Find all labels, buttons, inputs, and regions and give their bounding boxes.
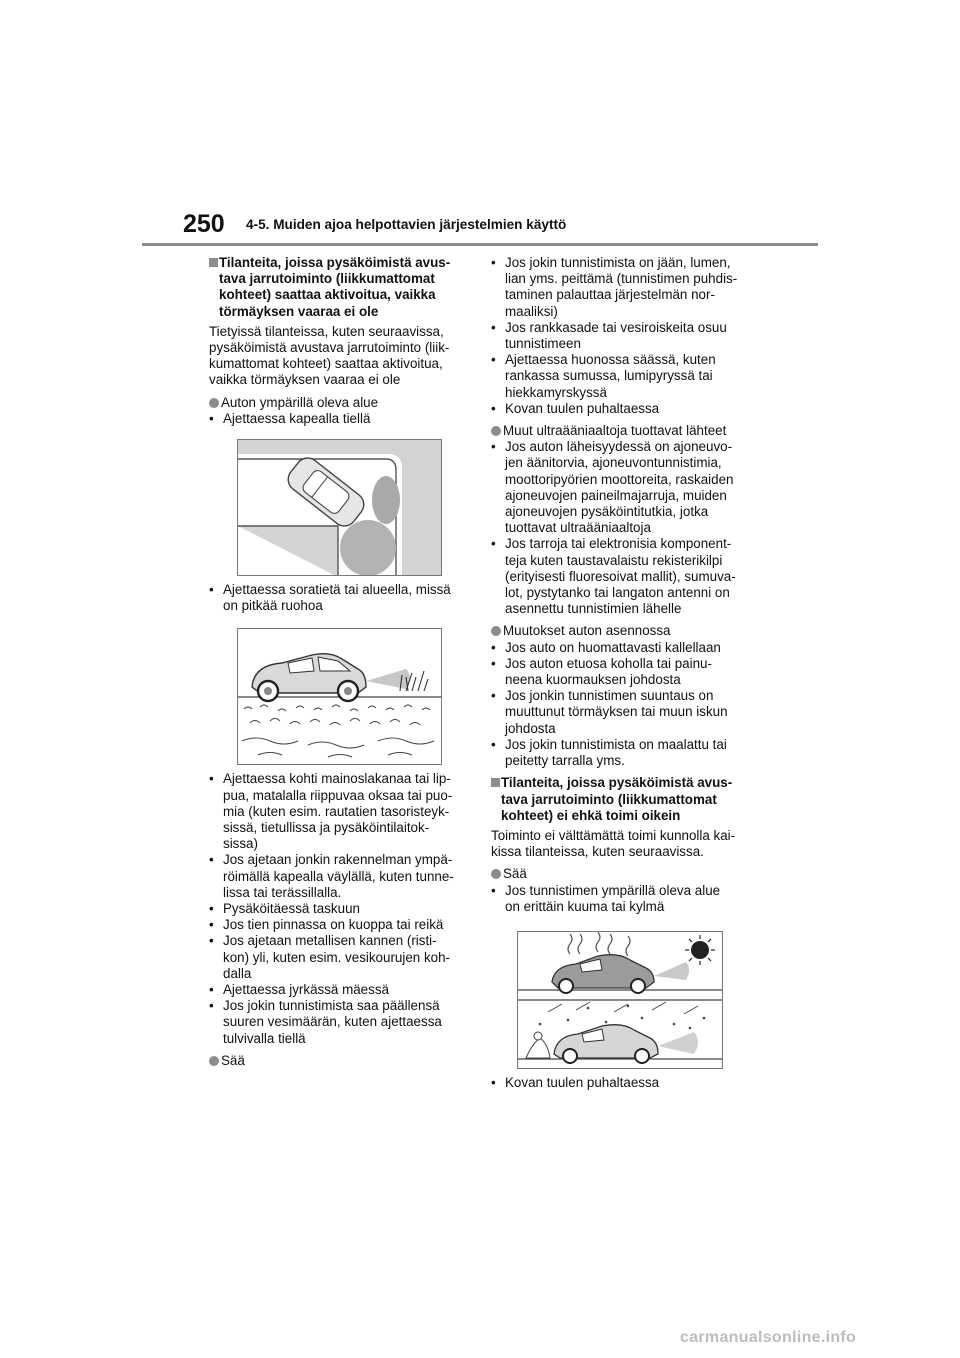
- list-item: [491, 255, 759, 320]
- list-item-text: Jos auton läheisyydessä on ajoneuvo- jen äänitorvia, ajoneuvontunnistimia, moottoripyörien moottoreita, raskaiden ajoneuvojen paineilmajarruja, muiden ajoneuvojen pysäköintitutkia, jotka tuottavat ultraääniaaltoja: [505, 439, 734, 536]
- list-item-text: Ajettaessa kapealla tiellä: [223, 410, 371, 426]
- heading-text: Tilanteita, joissa pysäköimistä avus- tava jarrutoiminto (liikkumattomat kohteet) saattaa aktivoitua, vaikka törmäyksen vaaraa ei ole: [219, 255, 451, 319]
- subsection-text: Muut ultraääniaaltoja tuottavat lähteet: [503, 423, 727, 439]
- bullet-glyph: •: [209, 933, 214, 949]
- bullet-glyph: •: [491, 639, 496, 655]
- list-item: [209, 411, 471, 427]
- circle-bullet-icon: [209, 398, 219, 408]
- list-item: [209, 582, 471, 614]
- list-item: [209, 982, 471, 998]
- list-item: [491, 439, 759, 536]
- list-item: [491, 656, 759, 688]
- intro-paragraph: Tietyissä tilanteissa, kuten seuraavissa, pysäköimistä avustava jarrutoiminto (liik- kumattomat kohteet) saattaa aktivoitua, vaikka törmäyksen vaaraa ei ole: [209, 323, 450, 388]
- bullet-glyph: •: [491, 536, 496, 552]
- subsection-text: Sää: [221, 1052, 245, 1068]
- list-item: [209, 933, 471, 982]
- list-item: [491, 640, 759, 656]
- section-title: 4-5. Muiden ajoa helpottavien järjestelmien käyttö: [246, 217, 567, 232]
- header-rule: [142, 243, 818, 246]
- narrow-road-illustration: [237, 439, 442, 576]
- bullet-glyph: •: [209, 917, 214, 933]
- list-item-text: Jos ajetaan jonkin rakennelman ympä- röimällä kapealla väylällä, kuten tunne- lissa tai terässillalla.: [223, 852, 454, 900]
- square-bullet-icon: [209, 258, 218, 267]
- heading-text: Tilanteita, joissa pysäköimistä avus- tava jarrutoiminto (liikkumattomat kohteet) ei ehkä toimi oikein: [501, 775, 733, 823]
- subsection-text: Muutokset auton asennossa: [503, 623, 671, 639]
- gravel-grass-illustration: [237, 628, 442, 765]
- list-item: [209, 901, 471, 917]
- bullet-glyph: •: [209, 582, 214, 598]
- list-item: [491, 883, 759, 915]
- list-item-text: Ajettaessa huonossa säässä, kuten rankassa sumussa, lumipyryssä tai hiekkamyrskyssä: [505, 352, 716, 400]
- list-item-text: Jos auto on huomattavasti kallellaan: [505, 639, 721, 655]
- bullet-glyph: •: [491, 1074, 496, 1090]
- bullet-glyph: •: [491, 688, 496, 704]
- list-item-text: Jos tunnistimen ympärillä oleva alue on erittäin kuuma tai kylmä: [505, 882, 721, 914]
- bullet-list: [491, 1075, 759, 1091]
- list-item-text: Ajettaessa kohti mainoslakanaa tai lip- pua, matalalla riippuvaa oksaa tai puo- mia (kuten esim. rautatien tasoristeyk- sissä, tietullissa ja pysäköintilaitok- sissa): [223, 771, 453, 852]
- bullet-glyph: •: [491, 655, 496, 671]
- circle-bullet-icon: [491, 869, 501, 879]
- subsection-heading: [209, 1053, 471, 1069]
- list-item-text: Kovan tuulen puhaltaessa: [505, 1074, 660, 1090]
- subsection-text: Sää: [503, 866, 527, 882]
- list-item-text: Jos ajetaan metallisen kannen (risti- kon) yli, kuten esim. vesikourujen koh- dalla: [223, 933, 450, 981]
- list-item: [491, 737, 759, 769]
- list-item-text: Pysäköitäessä taskuun: [223, 901, 360, 917]
- bullet-glyph: •: [209, 410, 214, 426]
- bullet-glyph: •: [491, 400, 496, 416]
- gravel-grass-drawing: [238, 629, 442, 765]
- narrow-road-drawing: [238, 440, 442, 576]
- bullet-glyph: •: [209, 998, 214, 1014]
- weather-drawing: [518, 932, 723, 1069]
- bullet-glyph: •: [491, 352, 496, 368]
- bullet-glyph: •: [209, 852, 214, 868]
- list-item: [209, 917, 471, 933]
- list-item-text: Jos jokin tunnistimista on jään, lumen, lian yms. peittämä (tunnistimen puhdis- taminen palauttaa järjestelmän nor- maaliksi): [505, 255, 738, 319]
- section-heading: [491, 775, 759, 824]
- intro-paragraph: Toiminto ei välttämättä toimi kunnolla kai- kissa tilanteissa, kuten seuraavissa.: [491, 827, 736, 860]
- bullet-glyph: •: [491, 736, 496, 752]
- bullet-list: [491, 640, 759, 770]
- page-number: 250: [183, 210, 225, 238]
- list-item-text: Kovan tuulen puhaltaessa: [505, 400, 660, 416]
- bullet-glyph: •: [491, 319, 496, 335]
- bullet-glyph: •: [491, 439, 496, 455]
- bullet-glyph: •: [491, 255, 496, 270]
- list-item-text: Jos jokin tunnistimista on maalattu tai peitetty tarralla yms.: [505, 736, 727, 769]
- bullet-list: [491, 255, 759, 417]
- list-item: [491, 320, 759, 352]
- subsection-heading: [491, 623, 759, 639]
- bullet-list: [209, 771, 471, 1046]
- bullet-list: [491, 439, 759, 617]
- circle-bullet-icon: [491, 626, 501, 636]
- subsection-text: Auton ympärillä oleva alue: [221, 394, 379, 410]
- square-bullet-icon: [491, 778, 500, 787]
- list-item: [491, 352, 759, 401]
- list-item: [491, 688, 759, 737]
- weather-temperature-illustration: [517, 931, 723, 1069]
- bullet-glyph: •: [491, 882, 496, 898]
- bullet-list: [491, 883, 759, 915]
- list-item-text: Ajettaessa soratietä tai alueella, missä on pitkää ruohoa: [223, 582, 451, 614]
- circle-bullet-icon: [209, 1056, 219, 1066]
- subsection-heading: [209, 395, 471, 411]
- bullet-list: [209, 582, 471, 614]
- list-item: [209, 998, 471, 1047]
- bullet-glyph: •: [209, 982, 214, 998]
- list-item-text: Jos tarroja tai elektronisia komponent- teja kuten taustavalaistu rekisterikilpi (erityisesti fluoresoivat mallit), sumuva- lot, pystytanko tai langaton antenni on asennettu tunnistimien lähelle: [505, 536, 736, 617]
- list-item-text: Jos auton etuosa koholla tai painu- neena kuormauksen johdosta: [505, 655, 712, 688]
- subsection-heading: [491, 423, 759, 439]
- left-column: [209, 255, 471, 1069]
- list-item-text: Jos jokin tunnistimista saa päällensä suuren vesimäärän, kuten ajettaessa tulvivalla tiellä: [223, 998, 442, 1046]
- list-item-text: Jos tien pinnassa on kuoppa tai reikä: [223, 917, 444, 933]
- section-heading: [209, 255, 471, 320]
- list-item: [491, 1075, 759, 1091]
- list-item-text: Jos jonkin tunnistimen suuntaus on muuttunut törmäyksen tai muun iskun johdosta: [505, 688, 728, 736]
- watermark: carmanualsonline.info: [680, 1329, 857, 1346]
- list-item: [209, 771, 471, 852]
- subsection-heading: [491, 866, 759, 882]
- list-item: [491, 536, 759, 617]
- list-item-text: Ajettaessa jyrkässä mäessä: [223, 982, 389, 998]
- circle-bullet-icon: [491, 426, 501, 436]
- bullet-glyph: •: [209, 771, 214, 787]
- list-item: [209, 852, 471, 901]
- bullet-glyph: •: [209, 901, 214, 917]
- right-column: [491, 255, 759, 1091]
- list-item-text: Jos rankkasade tai vesiroiskeita osuu tunnistimeen: [505, 319, 727, 352]
- bullet-list: [209, 411, 471, 427]
- list-item: [491, 401, 759, 417]
